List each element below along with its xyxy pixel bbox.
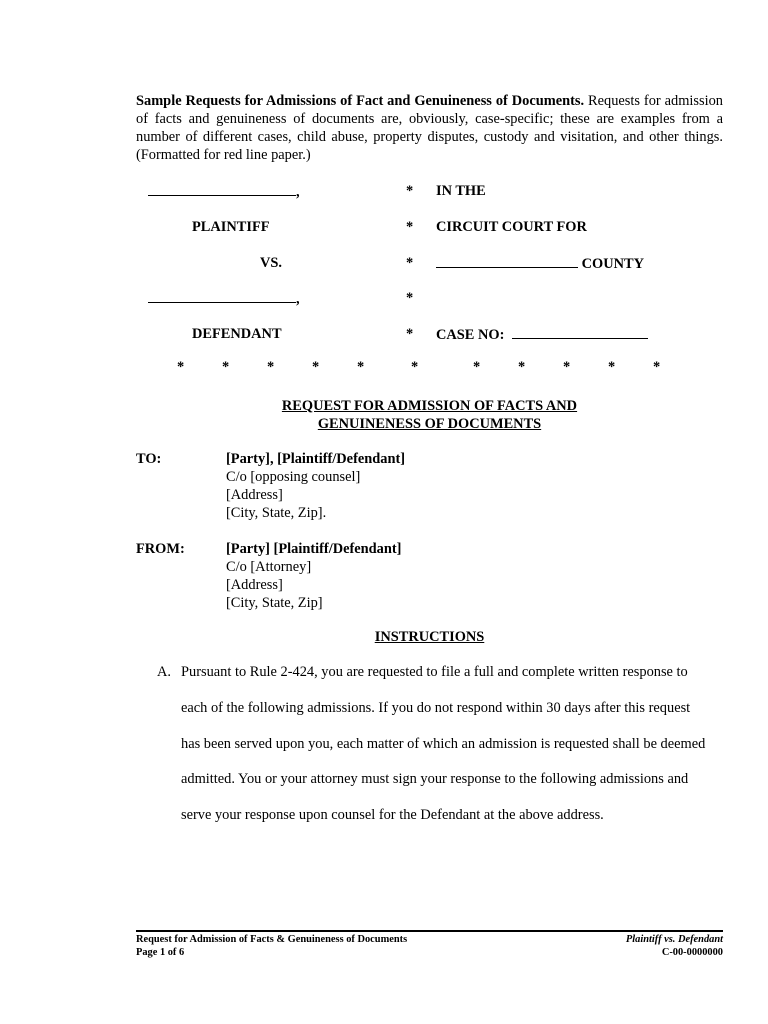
from-care-of: C/o [Attorney] [226, 559, 312, 575]
from-party: [Party] [Plaintiff/Defendant] [226, 541, 402, 557]
instruction-marker: A. [157, 664, 171, 680]
caption-separator: * [406, 255, 414, 271]
plaintiff-name-blank [148, 183, 300, 201]
divider-star: * [411, 359, 419, 375]
county-line [436, 255, 644, 273]
divider-star: * [473, 359, 481, 375]
defendant-comma: , [296, 291, 300, 307]
divider-star: * [312, 359, 320, 375]
plaintiff-name-line [148, 183, 296, 196]
intro-heading: Sample Requests for Admissions of Fact and Genuineness of Documents. [136, 93, 585, 109]
divider-star: * [177, 359, 185, 375]
divider-star: * [563, 359, 571, 375]
caption-separator: * [406, 219, 414, 235]
footer-page-number: Page 1 of 6 [136, 946, 185, 958]
footer-parties: Plaintiff vs. Defendant [625, 934, 723, 945]
divider-star: * [608, 359, 616, 375]
intro-body: Requests for admission of facts and genuineness of documents are, obviously, case-specific; these are examples from a number of different cases, child abuse, property disputes, custody and visitation, and other things. (Formatted for red line paper.) [136, 93, 723, 163]
instruction-line: has been served upon you, each matter of which an admission is requested shall be deemed [181, 736, 706, 752]
footer-rule [136, 930, 723, 932]
divider-star: * [518, 359, 526, 375]
to-care-of: C/o [opposing counsel] [226, 469, 361, 485]
instructions-heading: INSTRUCTIONS [374, 629, 485, 645]
to-address: [Address] [226, 487, 283, 503]
divider-star: * [222, 359, 230, 375]
instruction-line: Pursuant to Rule 2-424, you are requested to file a full and complete written response to [181, 664, 688, 680]
caption-separator: * [406, 326, 414, 342]
divider-star: * [357, 359, 365, 375]
divider-star: * [653, 359, 661, 375]
divider-star: * [267, 359, 275, 375]
versus-label: VS. [260, 255, 282, 271]
caption-separator: * [406, 183, 414, 199]
in-the-label: IN THE [436, 183, 486, 199]
footer-case-number: C-00-0000000 [661, 946, 723, 958]
from-block [136, 540, 723, 612]
instruction-item [157, 664, 723, 824]
footer-right [500, 934, 723, 959]
caption-separator: * [406, 290, 414, 306]
plaintiff-label: PLAINTIFF [192, 219, 270, 235]
from-address: [Address] [226, 577, 283, 593]
document-title-line2: GENUINENESS OF DOCUMENTS [317, 415, 542, 432]
intro-paragraph [136, 92, 723, 164]
to-party: [Party], [Plaintiff/Defendant] [226, 451, 406, 467]
case-number-blank [512, 326, 648, 339]
instruction-line: admitted. You or your attorney must sign your response to the following admissions and [181, 771, 689, 787]
plaintiff-comma: , [296, 184, 300, 200]
case-no-label: CASE NO: [436, 327, 505, 343]
to-city: [City, State, Zip]. [226, 505, 327, 521]
county-name-line [436, 255, 578, 268]
instruction-line: each of the following admissions. If you do not respond within 30 days after this request [181, 700, 691, 716]
to-block [136, 450, 723, 522]
case-number-line [436, 326, 648, 344]
defendant-label: DEFENDANT [192, 326, 282, 342]
county-label: COUNTY [581, 256, 644, 272]
document-title-line1: REQUEST FOR ADMISSION OF FACTS AND [281, 398, 578, 414]
from-label: FROM: [136, 541, 185, 557]
from-city: [City, State, Zip] [226, 595, 323, 611]
to-label: TO: [136, 451, 162, 467]
footer-doc-title: Request for Admission of Facts & Genuineness of Documents [136, 934, 408, 945]
court-label: CIRCUIT COURT FOR [436, 219, 587, 235]
defendant-name-blank [148, 290, 300, 308]
footer-left [136, 934, 407, 959]
defendant-name-line [148, 290, 296, 303]
instruction-line: serve your response upon counsel for the Defendant at the above address. [181, 807, 604, 823]
